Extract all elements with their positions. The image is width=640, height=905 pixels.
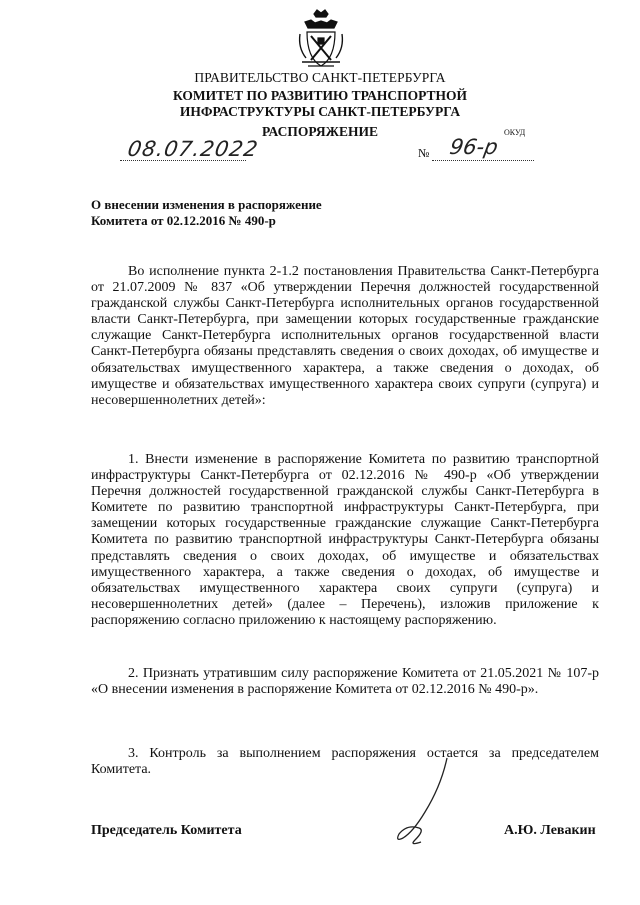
item-1-paragraph: 1. Внести изменение в распоряжение Комитета по развитию транспортной инфраструктуры Санкт-Петербурга от 02.12.2016 № 490-р «Об утверждении Перечня должностей государственной гражданской службы Санкт-Петербурга в Комитете по развитию транспортной инфраструктуры Санкт-Петербурга, при замещении которых государственные гражданские служащие Санкт-Петербурга Комитета по развитию транспортной инфраструктуры Санкт-Петербурга обязаны представлять сведения о своих доходах, об имуществе и обязательствах имущественного характера, а также сведения о доходах, об имуществе и обязательствах имущественного характера своих супруги (супруга) и несовершеннолетних детей» (далее – Перечень), изложив приложение к распоряжению согласно приложению к настоящему распоряжению. (91, 452, 599, 628)
document-date: 08.07.2022 (125, 137, 261, 161)
committee-title-line1: КОМИТЕТ ПО РАЗВИТИЮ ТРАНСПОРТНОЙ (172, 88, 468, 103)
item-3-paragraph: 3. Контроль за выполнением распоряжения остается за председателем Комитета. (91, 746, 599, 778)
subject-line-1: О внесении изменения в распоряжение (91, 197, 322, 212)
okud-label: ОКУД (504, 128, 526, 137)
number-label: № (418, 146, 430, 160)
coat-of-arms-emblem (296, 8, 346, 70)
document-type: РАСПОРЯЖЕНИЕ (261, 124, 379, 139)
signatory-position: Председатель Комитета (91, 823, 242, 838)
item-2-paragraph: 2. Признать утратившим силу распоряжение Комитета от 21.05.2021 № 107-р «О внесении изменения в распоряжение Комитета от 02.12.2016 № 490-р». (91, 666, 599, 698)
handwritten-signature (385, 756, 465, 850)
date-underline (120, 160, 246, 161)
document-number: 96-р (447, 135, 500, 159)
preamble-paragraph: Во исполнение пункта 2-1.2 постановления Правительства Санкт-Петербурга от 21.07.2009 № 837 «Об утверждении Перечня должностей государственной гражданской службы Санкт-Петербурга исполнительных органов государственной власти Санкт-Петербурга, при замещении которых государственные гражданские служащие Санкт-Петербурга исполнительных органов государственной власти Санкт-Петербурга обязаны представлять сведения о своих доходах, об имуществе и обязательствах имущественного характера, а также сведения о доходах, об имуществе и обязательствах имущественного характера своих супруги (супруга) и несовершеннолетних детей»: (91, 264, 599, 408)
subject-line-2: Комитета от 02.12.2016 № 490-р (91, 213, 276, 228)
signatory-name: А.Ю. Левакин (504, 823, 596, 838)
government-title: ПРАВИТЕЛЬСТВО САНКТ-ПЕТЕРБУРГА (194, 70, 446, 85)
document-subject (91, 197, 322, 229)
number-underline (432, 160, 534, 161)
committee-title-line2: ИНФРАСТРУКТУРЫ САНКТ-ПЕТЕРБУРГА (179, 104, 461, 119)
